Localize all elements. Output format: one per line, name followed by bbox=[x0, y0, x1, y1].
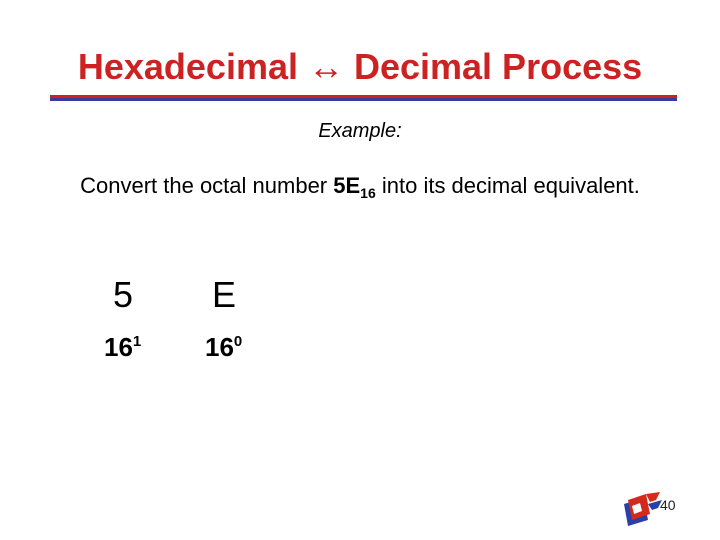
power-base: 16 bbox=[104, 332, 133, 362]
power-base: 16 bbox=[205, 332, 234, 362]
title-underline-blue bbox=[50, 98, 677, 101]
statement-text-after: into its decimal equivalent. bbox=[375, 173, 640, 198]
hex-number: 5E bbox=[333, 173, 361, 198]
power-exponent: 1 bbox=[132, 333, 142, 350]
place-value-16-1 bbox=[104, 332, 141, 363]
page-number: 40 bbox=[660, 497, 676, 513]
statement-text-before: Convert the octal number bbox=[80, 173, 334, 198]
place-value-16-0 bbox=[205, 332, 242, 363]
slide-title: Hexadecimal ↔ Decimal Process bbox=[77, 46, 643, 87]
power-exponent: 0 bbox=[233, 333, 243, 350]
hex-base-subscript: 16 bbox=[360, 185, 376, 201]
hex-digit-e: E bbox=[212, 274, 237, 315]
problem-statement bbox=[0, 173, 720, 201]
flag-logo-icon bbox=[620, 490, 664, 530]
example-label: Example: bbox=[318, 120, 402, 142]
title-underline bbox=[50, 95, 677, 101]
hex-digit-5: 5 bbox=[113, 274, 134, 315]
